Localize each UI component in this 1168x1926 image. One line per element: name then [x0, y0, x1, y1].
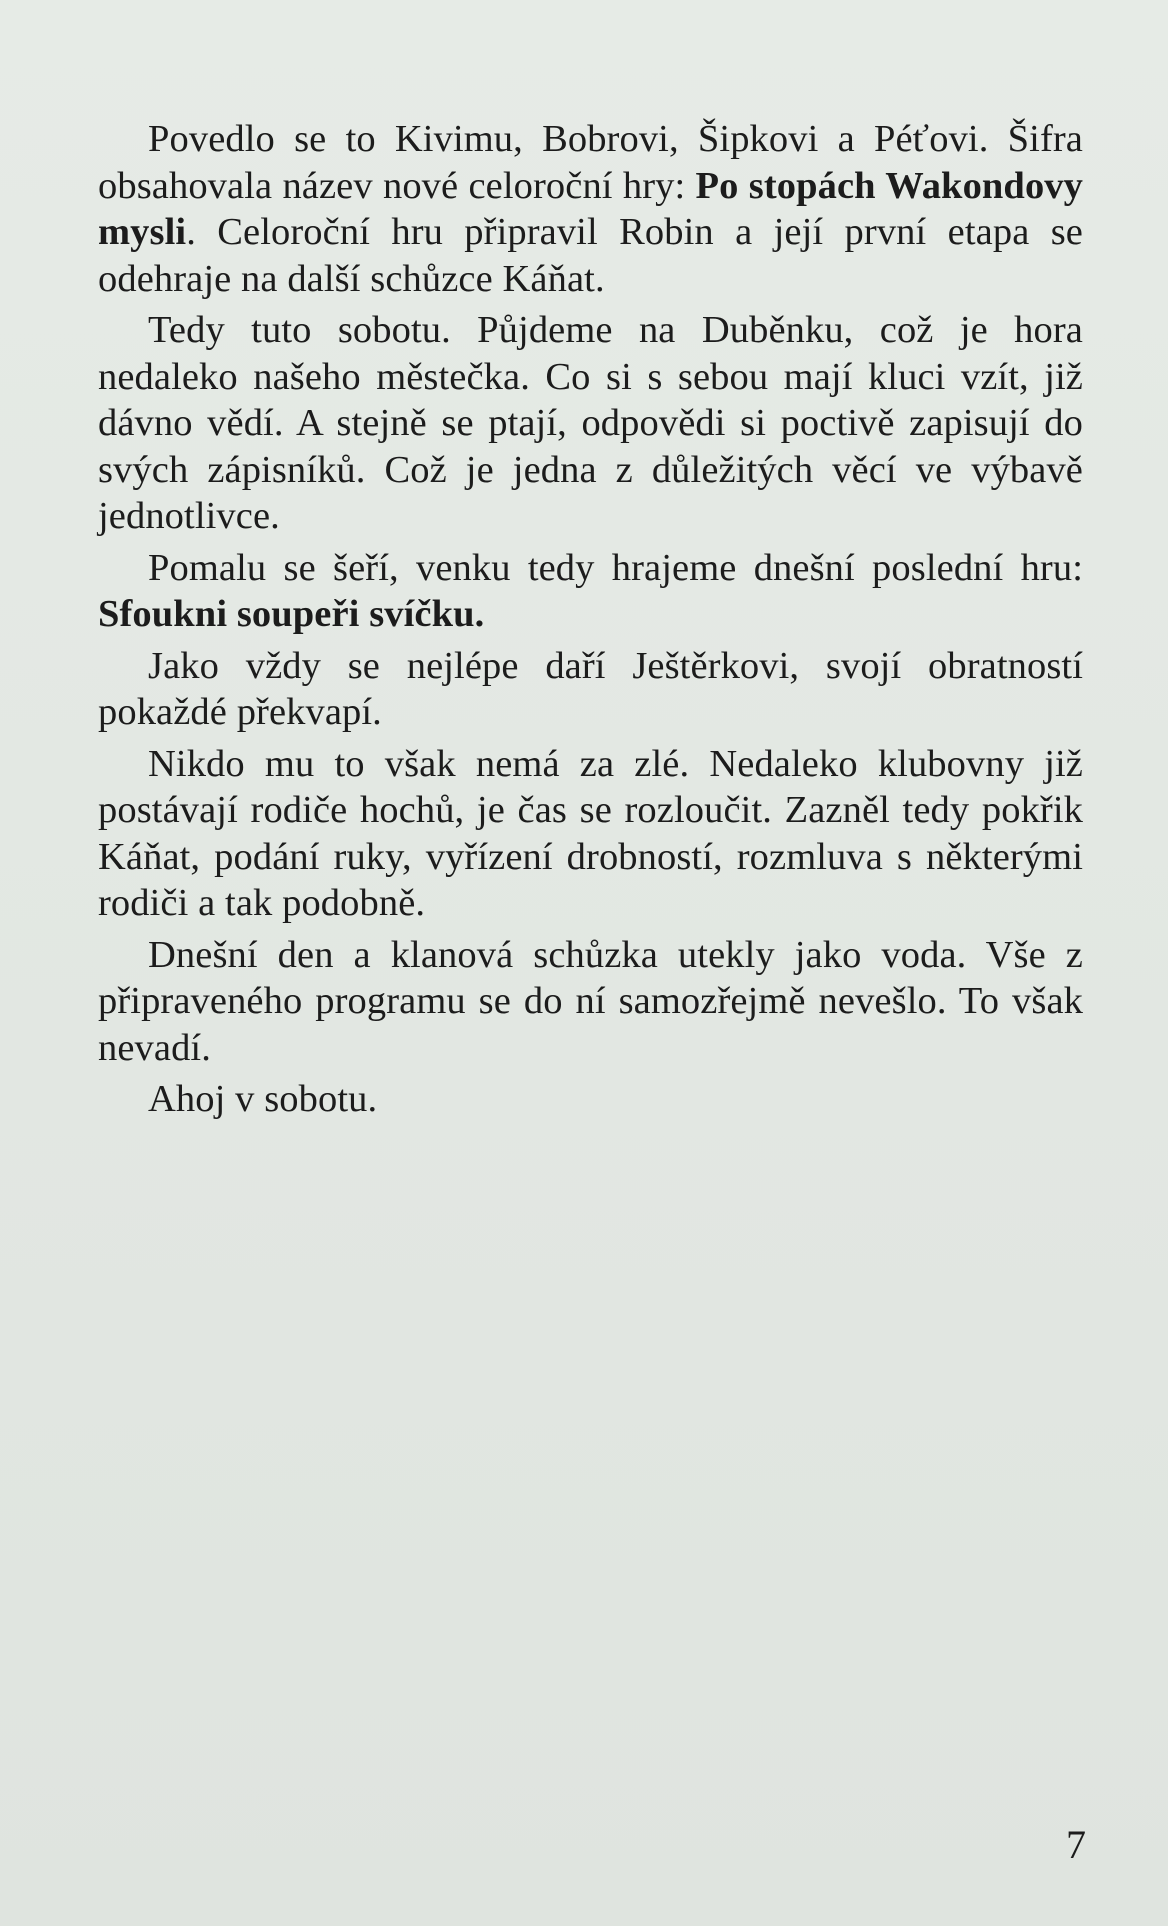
- paragraph: [98, 307, 1083, 540]
- text-segment: Tedy tuto sobotu. Půjdeme na Duběnku, což je hora nedaleko našeho městečka. Co si s sebou mají kluci vzít, již dávno vědí. A stejně se ptají, odpovědi si poctivě zapisují do svých zápisníků. Což je jedna z důležitých věcí ve výbavě jednotlivce.: [98, 309, 1083, 537]
- paragraph: [98, 932, 1083, 1072]
- paragraph: [98, 1076, 1083, 1123]
- game-name-bold: Sfoukni soupeři svíčku.: [98, 593, 485, 635]
- paragraph: [98, 116, 1083, 302]
- text-segment: Ahoj v sobotu.: [148, 1078, 378, 1120]
- text-segment: Nikdo mu to však nemá za zlé. Nedaleko klubovny již postávají rodiče hochů, je čas se rozloučit. Zazněl tedy pokřik Káňat, podání ruky, vyřízení drobností, rozmluva s některými rodiči a tak podobně.: [98, 742, 1083, 924]
- paragraph: [98, 741, 1083, 927]
- text-segment: Povedlo se to Kivimu, Bobrovi, Šipkovi a Péťovi. Šifra obsahovala název nové celoroční hry:: [98, 118, 1083, 207]
- game-title-bold: Po stopách Wakondovy mysli: [98, 164, 1083, 253]
- page-number: 7: [1066, 1822, 1086, 1867]
- text-segment: . Celoroční hru připravil Robin a její první etapa se odehraje na další schůzce Káňat.: [98, 211, 1083, 300]
- paragraph: [98, 545, 1083, 638]
- body-text: [98, 116, 1083, 1128]
- text-segment: Pomalu se šeří, venku tedy hrajeme dnešní poslední hru:: [148, 546, 1083, 589]
- text-segment: Jako vždy se nejlépe daří Ještěrkovi, svojí obratností pokaždé překvapí.: [98, 644, 1083, 733]
- paragraph: [98, 643, 1083, 736]
- text-segment: Dnešní den a klanová schůzka utekly jako voda. Vše z připraveného programu se do ní samozřejmě nevešlo. To však nevadí.: [98, 933, 1083, 1069]
